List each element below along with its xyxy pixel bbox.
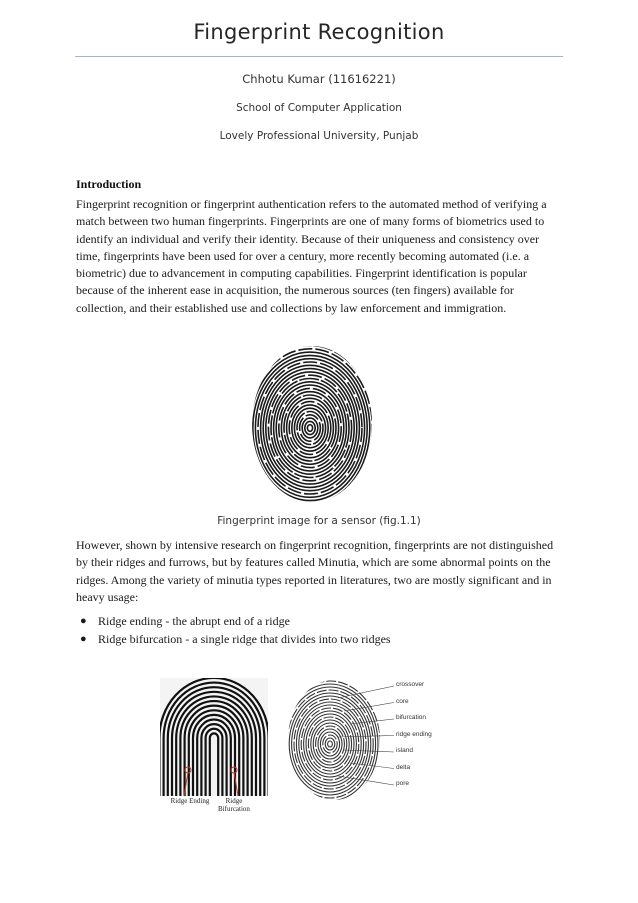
ridge-minutiae-image xyxy=(160,678,268,816)
ridge-line xyxy=(286,687,376,801)
ridge-line xyxy=(263,369,357,488)
author-line: Chhotu Kumar (11616221) xyxy=(242,72,396,86)
callout-label: crossover xyxy=(396,681,425,688)
ridge-line xyxy=(305,421,315,434)
callout-label: ridge ending xyxy=(396,730,432,738)
ridge-line xyxy=(253,355,367,500)
minutia-paragraph: However, shown by intensive research on fingerprint recognition, fingerprints are not distinguished by their ridges and furrows, but by features called Minutia, which are some abnormal points on the ridges. Among the variety of minutia types reported in literatures, two are mostly significant and in heavy usage: xyxy=(76,538,554,604)
fingerprint-image xyxy=(248,342,376,504)
ridge-ending-label: Ridge Ending xyxy=(170,797,210,805)
callout-label: pore xyxy=(396,780,410,787)
list-item xyxy=(78,630,558,648)
ridge-line xyxy=(325,738,335,750)
ridge-line xyxy=(318,729,342,759)
title-rule xyxy=(75,56,563,57)
ridge-bifurcation-label: Ridge Bifurcation xyxy=(218,797,250,813)
ridge-line xyxy=(307,425,312,432)
ridge-line xyxy=(301,708,359,780)
ridge-line xyxy=(289,402,331,455)
callout-label: core xyxy=(396,697,409,705)
ridge-line xyxy=(279,388,341,467)
ridge-line xyxy=(297,412,323,445)
list-item-text: Ridge ending - the abrupt end of a ridge xyxy=(98,614,290,628)
list-item-text: Ridge bifurcation - a single ridge that divides into two ridges xyxy=(98,632,391,646)
bullet-icon: ● xyxy=(80,633,87,645)
callout-leader xyxy=(344,750,394,752)
document-title: Fingerprint Recognition xyxy=(193,20,445,44)
ridge-line xyxy=(287,690,373,798)
callout-label: island xyxy=(396,747,413,754)
university-line: Lovely Professional University, Punjab xyxy=(219,130,419,142)
callout-label: bifurcation xyxy=(396,714,426,721)
minutia-list xyxy=(78,612,558,648)
ridge-line xyxy=(308,717,351,771)
labelled-fingerprint-image xyxy=(286,678,446,802)
callout-label: delta xyxy=(396,763,411,771)
ridge-line xyxy=(328,741,333,747)
figure-caption: Fingerprint image for a sensor (fig.1.1) xyxy=(217,515,421,527)
introduction-paragraph: Fingerprint recognition or fingerprint authentication refers to the automated method of verifying a match between two human fingerprints. Fingerprints are one of many forms of biometrics used to identify an individual and verify their identity. Because of their uniqueness and consistency over time, fingerprints have been used for over a century, more recently becoming automated (i.e. a biometric) due to advancement in computing capabilities. Fingerprint identification is popular because of the inherent ease in acquisition, the numerous sources (ten fingers) available for collection, and their established use and collections by law enforcement and immigration. xyxy=(76,197,547,315)
school-line: School of Computer Application xyxy=(236,102,402,114)
ridge-line xyxy=(271,379,349,478)
ridge-line xyxy=(311,720,349,768)
list-item xyxy=(78,612,558,630)
section-heading-introduction: Introduction xyxy=(76,177,142,191)
ridge-line xyxy=(294,699,366,789)
bullet-icon: ● xyxy=(80,615,87,627)
ridge-line xyxy=(304,711,357,777)
